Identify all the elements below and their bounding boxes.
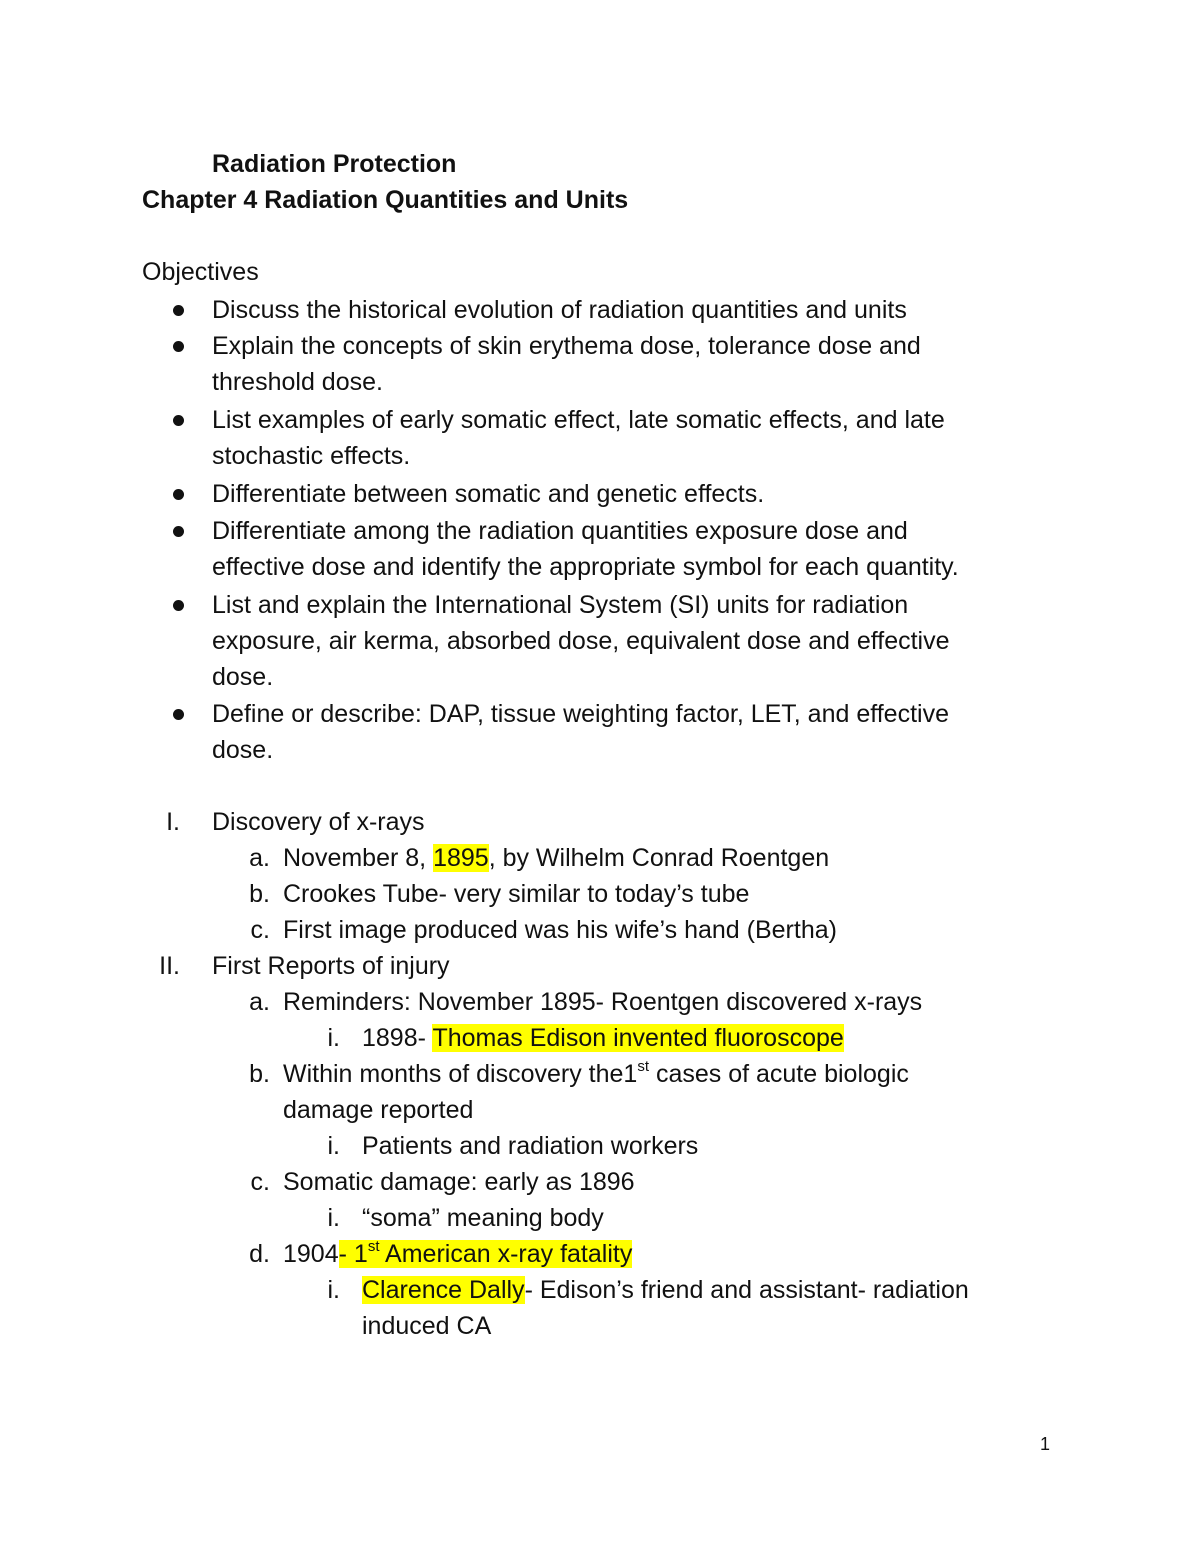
bullet-icon	[173, 709, 184, 720]
outline-letter: a.	[249, 844, 270, 872]
objective-item: Differentiate between somatic and genetic effects.	[212, 480, 765, 508]
outline-section-title: Discovery of x-rays	[212, 808, 425, 836]
outline-subitem	[362, 1020, 844, 1056]
bullet-icon	[173, 489, 184, 500]
page-number: 1	[1040, 1434, 1051, 1454]
outline-subitem: “soma” meaning body	[362, 1204, 604, 1232]
outline-roman: i.	[327, 1024, 340, 1052]
objective-item-continuation: dose.	[212, 663, 274, 691]
objective-item: List examples of early somatic effect, late somatic effects, and late	[212, 406, 945, 434]
objective-item: Define or describe: DAP, tissue weighting factor, LET, and effective	[212, 700, 949, 728]
outline-section-title: First Reports of injury	[212, 952, 450, 980]
outline-letter: c.	[250, 1168, 270, 1196]
objective-item-continuation: stochastic effects.	[212, 442, 411, 470]
text-segment: 1904	[283, 1240, 339, 1268]
outline-letter: d.	[249, 1240, 270, 1268]
text-segment: cases of acute biologic	[649, 1060, 909, 1088]
outline-letter: b.	[249, 1060, 270, 1088]
text-segment: 1898-	[362, 1024, 433, 1052]
outline-item: Reminders: November 1895- Roentgen discovered x-rays	[283, 988, 923, 1016]
highlighted-text: Clarence Dally	[362, 1276, 525, 1304]
outline-letter: c.	[250, 916, 270, 944]
bullet-icon	[173, 600, 184, 611]
outline-roman: i.	[327, 1132, 340, 1160]
objective-item-continuation: exposure, air kerma, absorbed dose, equivalent dose and effective	[212, 627, 950, 655]
objectives-heading: Objectives	[142, 258, 259, 286]
outline-letter: a.	[249, 988, 270, 1016]
outline-roman: i.	[327, 1204, 340, 1232]
outline-item	[283, 840, 829, 876]
bullet-icon	[173, 415, 184, 426]
outline-subitem-continuation: induced CA	[362, 1312, 492, 1340]
text-segment: Within months of discovery the1	[283, 1060, 638, 1088]
highlighted-text: Thomas Edison invented fluoroscope	[432, 1024, 844, 1052]
outline-roman: i.	[327, 1276, 340, 1304]
highlighted-text	[338, 1237, 633, 1268]
text-segment: , by Wilhelm Conrad Roentgen	[488, 844, 830, 872]
text-segment: - Edison’s friend and assistant- radiation	[524, 1276, 969, 1304]
objective-item: Discuss the historical evolution of radiation quantities and units	[212, 296, 907, 324]
text-segment: November 8,	[283, 844, 434, 872]
objective-item: Explain the concepts of skin erythema dose, tolerance dose and	[212, 332, 921, 360]
outline-item: Crookes Tube- very similar to today’s tube	[283, 880, 750, 908]
outline-item	[283, 1236, 632, 1272]
text-segment: - 1	[338, 1240, 368, 1268]
bullet-icon	[173, 305, 184, 316]
outline-subitem	[362, 1272, 969, 1308]
outline-item: Somatic damage: early as 1896	[283, 1168, 635, 1196]
outline-numeral: I.	[166, 808, 180, 836]
page-title: Radiation Protection	[212, 150, 457, 178]
superscript: st	[637, 1057, 649, 1075]
outline-item-continuation: damage reported	[283, 1096, 474, 1124]
objective-item-continuation: threshold dose.	[212, 368, 383, 396]
text-segment: American x-ray fatality	[379, 1240, 633, 1268]
outline-subitem: Patients and radiation workers	[362, 1132, 699, 1160]
outline-item	[283, 1056, 909, 1092]
outline-letter: b.	[249, 880, 270, 908]
objective-item: Differentiate among the radiation quantities exposure dose and	[212, 517, 908, 545]
superscript: st	[367, 1237, 380, 1255]
objective-item: List and explain the International System (SI) units for radiation	[212, 591, 909, 619]
outline-numeral: II.	[159, 952, 180, 980]
chapter-title: Chapter 4 Radiation Quantities and Units	[142, 186, 629, 214]
objective-item-continuation: dose.	[212, 736, 274, 764]
bullet-icon	[173, 341, 184, 352]
objective-item-continuation: effective dose and identify the appropriate symbol for each quantity.	[212, 553, 959, 581]
highlighted-text: 1895	[433, 844, 489, 872]
bullet-icon	[173, 526, 184, 537]
outline-item: First image produced was his wife’s hand (Bertha)	[283, 916, 837, 944]
